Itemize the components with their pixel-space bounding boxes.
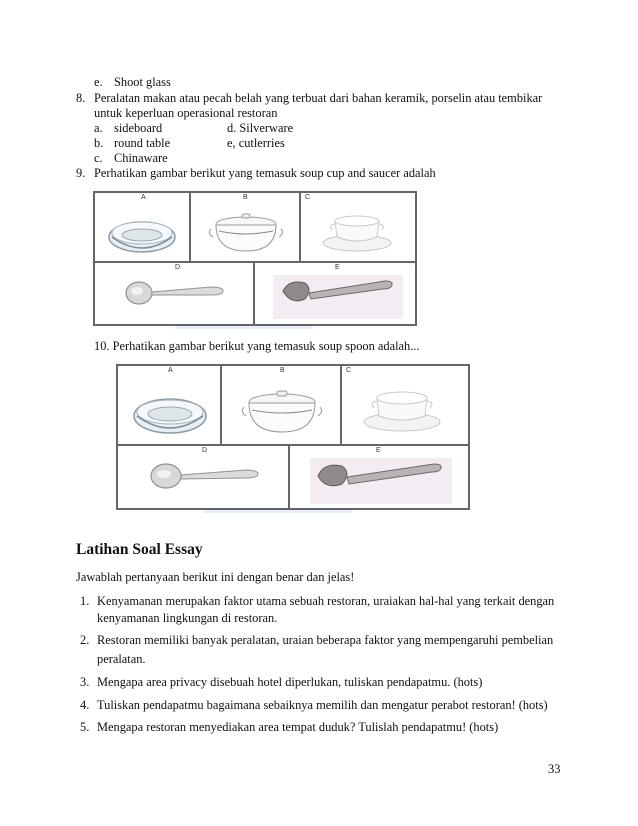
essay-item-5-line1: Mengapa restoran menyediakan area tempat duduk? Tulislah pendapatmu! (hots)	[97, 720, 499, 734]
figure-q9-cell-d[interactable]: D	[94, 262, 254, 325]
figure-q10-cell-b[interactable]: B	[221, 365, 341, 445]
essay-item-3-line1: Mengapa area privacy disebuah hotel diperlukan, tuliskan pendapatmu. (hots)	[97, 675, 483, 689]
essay-item-1-line1: Kenyamanan merupakan faktor utama sebuah restoran, uraiakan hal-hal yang terkait dengan	[97, 594, 555, 608]
essay-instruction: Jawablah pertanyaan berikut ini dengan benar dan jelas!	[76, 570, 355, 584]
soup-cup-saucer-icon	[342, 366, 469, 445]
q8-question-line2: untuk keperluan operasional restoran	[94, 106, 278, 120]
q9-number: 9.	[76, 166, 86, 180]
soup-spoon-icon	[118, 446, 289, 509]
page-number: 33	[548, 762, 561, 776]
essay-item-2-line1: Restoran memiliki banyak peralatan, uraian beberapa faktor yang mempengaruhi pembelian	[97, 633, 554, 647]
essay-item-2-number: 2.	[80, 633, 90, 647]
figure-q9-cell-b[interactable]: B	[190, 192, 300, 262]
soup-cup-saucer-icon	[301, 193, 416, 262]
figure-q10	[116, 364, 470, 510]
q8-option-d: d. Silverware	[227, 121, 294, 135]
essay-item-1-line2: kenyamanan lingkungan di restoran.	[97, 611, 278, 625]
essay-item-1-number: 1.	[80, 594, 90, 608]
figure-q10-cell-d[interactable]: D	[117, 445, 289, 509]
q8-question-line1: Peralatan makan atau pecah belah yang terbuat dari bahan keramik, porselin atau tembikar	[94, 91, 543, 105]
figure-q9-cell-c[interactable]: C	[300, 192, 416, 262]
q8-option-a: a. sideboard	[94, 121, 163, 135]
essay-item-5-number: 5.	[80, 720, 90, 734]
figure-q10-caption-bar	[204, 510, 352, 513]
q9-question: Perhatikan gambar berikut yang temasuk soup cup and saucer adalah	[94, 166, 436, 180]
q8-option-b: b. round table	[94, 136, 171, 150]
essay-item-4-number: 4.	[80, 698, 90, 712]
figure-q10-cell-c[interactable]: C	[341, 365, 469, 445]
ashtray-icon	[95, 193, 190, 262]
q8-option-e: e, cutlerries	[227, 136, 285, 150]
dessert-spoon-icon	[290, 446, 469, 509]
figure-q9-cell-e[interactable]: E	[254, 262, 416, 325]
soup-tureen-icon	[222, 366, 341, 445]
figure-q10-cell-a[interactable]: A	[117, 365, 221, 445]
essay-item-3-number: 3.	[80, 675, 90, 689]
q10-question: 10. Perhatikan gambar berikut yang temasuk soup spoon adalah...	[94, 339, 420, 353]
essay-item-4-line1: Tuliskan pendapatmu bagaimana sebaiknya memilih dan mengatur perabot restoran! (hots)	[97, 698, 548, 712]
q7-option-e: e. Shoot glass	[94, 75, 171, 89]
soup-tureen-icon	[191, 193, 300, 262]
ashtray-icon	[118, 366, 221, 445]
dessert-spoon-icon	[255, 263, 416, 325]
figure-q9	[93, 191, 417, 326]
soup-spoon-icon	[95, 263, 254, 325]
q8-option-c: c. Chinaware	[94, 151, 168, 165]
figure-q9-caption-bar	[175, 326, 313, 329]
figure-q9-cell-a[interactable]: A	[94, 192, 190, 262]
q8-number: 8.	[76, 91, 86, 105]
figure-q10-cell-e[interactable]: E	[289, 445, 469, 509]
essay-item-2-line2: peralatan.	[97, 652, 146, 666]
essay-heading: Latihan Soal Essay	[76, 541, 203, 558]
